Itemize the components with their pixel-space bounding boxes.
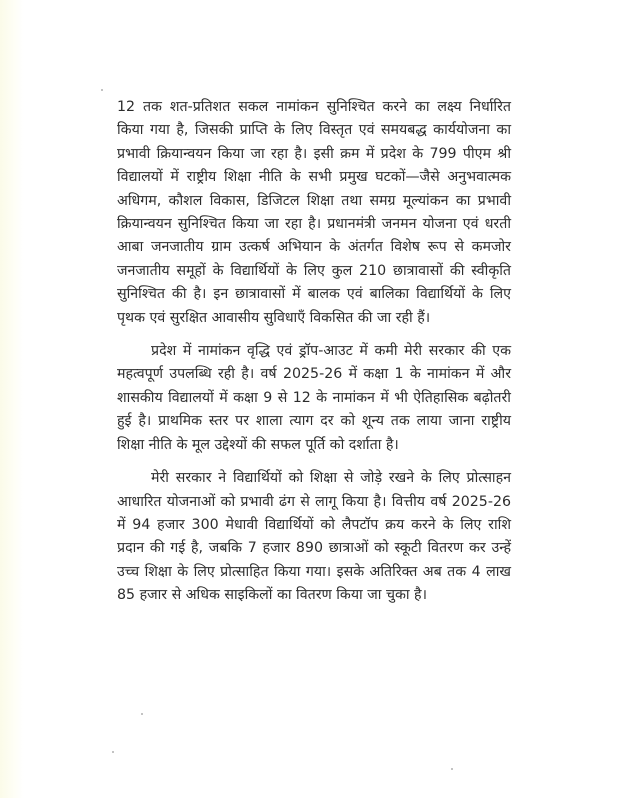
paragraph-incentive-schemes: मेरी सरकार ने विद्यार्थियों को शिक्षा से जोड़े रखने के लिए प्रोत्साहन आधारित योजनाओं को प्रभावी ढंग से लागू किया है। वित्तीय वर्ष 2025-26 में 94 हजार 300 मेधावी विद्यार्थियों को लैपटॉप क्रय करने के लिए राशि प्रदान की गई है, जबकि 7 हजार 890 छात्राओं को स्कूटी वितरण कर उन्हें उच्च शिक्षा के लिए प्रोत्साहित किया गया। इसके अतिरिक्त अब तक 4 लाख 85 हजार से अधिक साइकिलों का वितरण किया जा चुका है। <box>117 470 511 604</box>
paragraph-enrollment-target: 12 तक शत-प्रतिशत सकल नामांकन सुनिश्चित करने का लक्ष्य निर्धारित किया गया है, जिसकी प्राप्ति के लिए विस्तृत एवं समयबद्ध कार्ययोजना का प्रभावी क्रियान्वयन किया जा रहा है। इसी क्रम में प्रदेश के 799 पीएम श्री विद्यालयों में राष्ट्रीय शिक्षा नीति के सभी प्रमुख घटकों—जैसे अनुभवात्मक अधिगम, कौशल विकास, डिजिटल शिक्षा तथा समग्र मूल्यांकन का प्रभावी क्रियान्वयन सुनिश्चित किया जा रहा है। प्रधानमंत्री जनमन योजना एवं धरती आबा जनजातीय ग्राम उत्कर्ष अभियान के अंतर्गत विशेष रूप से कमजोर जनजातीय समूहों के विद्यार्थियों के लिए कुल 210 छात्रावासों की स्वीकृति सुनिश्चित की है। इन छात्रावासों में बालक एवं बालिका विद्यार्थियों के लिए पृथक एवं सुरक्षित आवासीय सुविधाएँ विकसित की जा रही हैं। <box>117 99 511 326</box>
scan-speck <box>141 713 143 715</box>
scan-speck <box>451 768 453 770</box>
scan-speck <box>101 89 103 91</box>
scan-speck <box>112 751 114 753</box>
document-body <box>117 96 511 618</box>
paragraph-dropout-reduction: प्रदेश में नामांकन वृद्धि एवं ड्रॉप-आउट में कमी मेरी सरकार की एक महत्वपूर्ण उपलब्धि रही है। वर्ष 2025-26 में कक्षा 1 के नामांकन में और शासकीय विद्यालयों में कक्षा 9 से 12 के नामांकन में भी ऐतिहासिक बढ़ोतरी हुई है। प्राथमिक स्तर पर शाला त्याग दर को शून्य तक लाया जाना राष्ट्रीय शिक्षा नीति के मूल उद्देश्यों की सफल पूर्ति को दर्शाता है। <box>117 343 511 453</box>
